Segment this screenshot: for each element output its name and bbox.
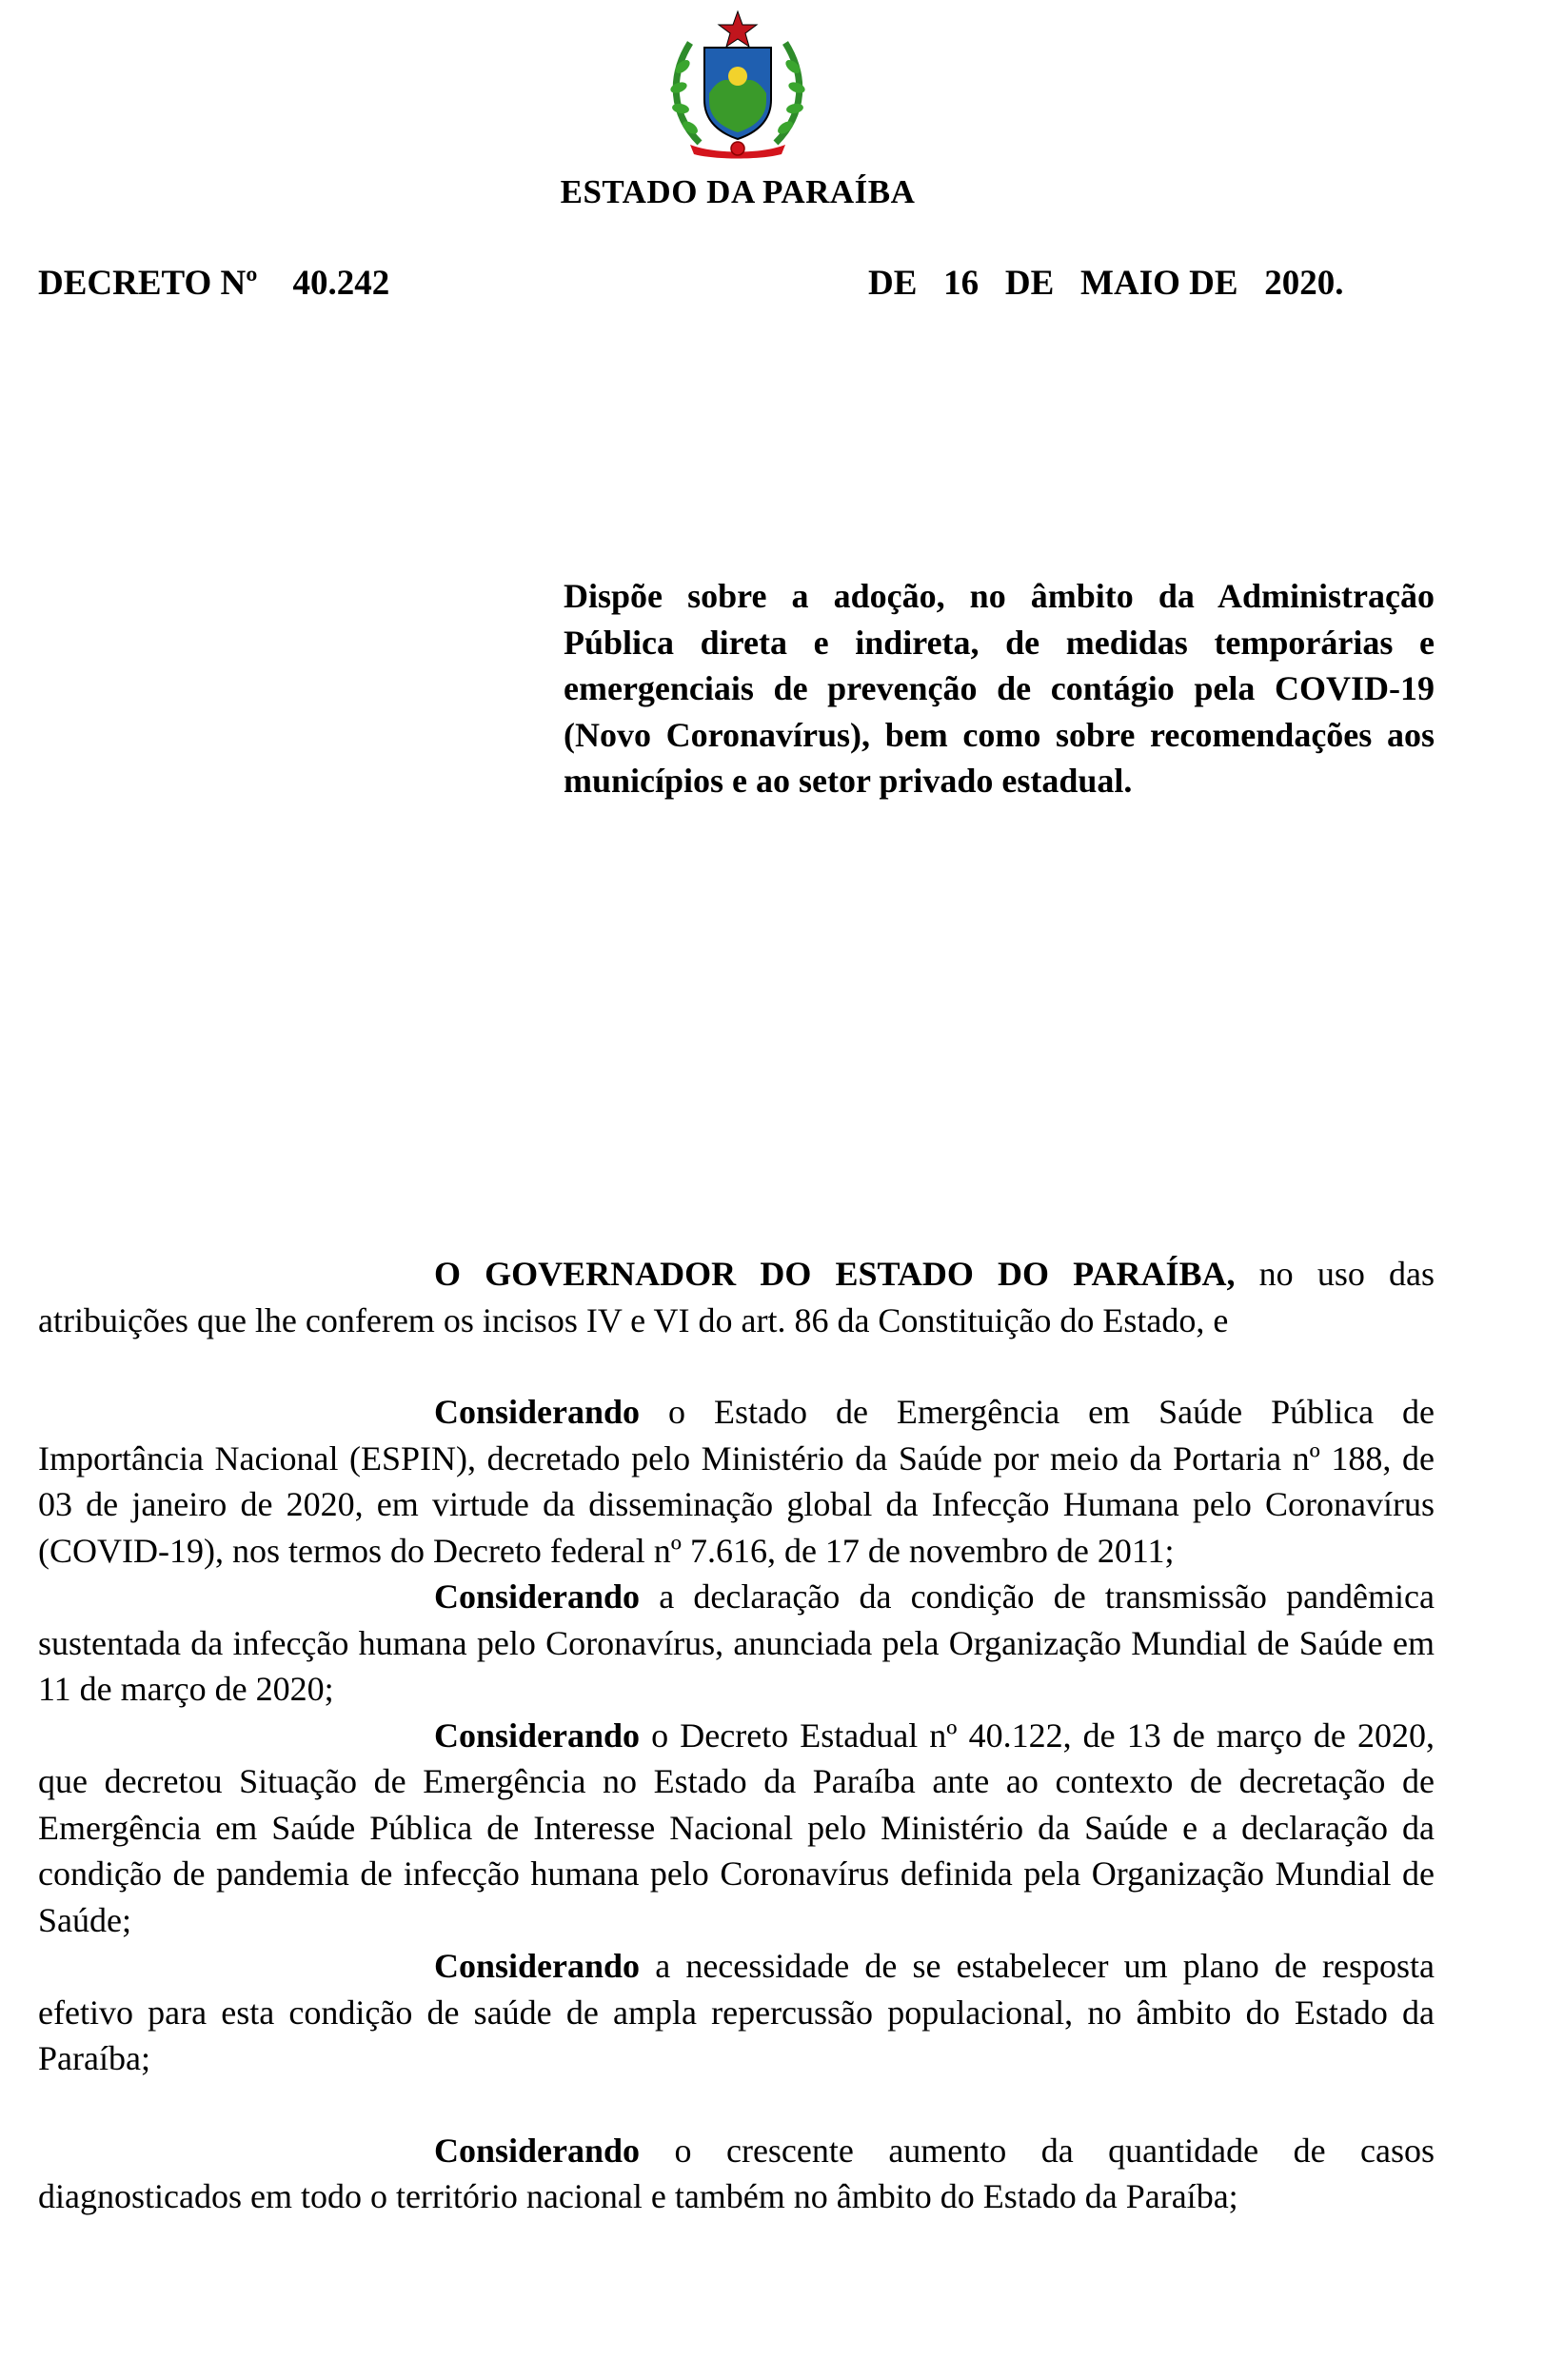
governor-authority: O GOVERNADOR DO ESTADO DO PARAÍBA, (434, 1255, 1236, 1293)
consideration-paragraph (38, 1943, 1435, 2082)
decree-summary: Dispõe sobre a adoção, no âmbito da Administração Pública direta e indireta, de medidas temporárias e emergenciais de prevenção de contágio pela COVID-19 (Novo Coronavírus), bem como sobre recomendações aos municípios e ao setor privado estadual. (564, 577, 1435, 800)
state-name-heading: ESTADO DA PARAÍBA (560, 173, 916, 210)
consideration-paragraph (38, 2128, 1435, 2220)
consideration-lead: Considerando (434, 1716, 641, 1755)
consideration-text: o Estado de Emergência em Saúde Pública de Importância Nacional (ESPIN), decretado pelo Ministério da Saúde por meio da Portaria nº 188, de 03 de janeiro de 2020, em virtude da disseminação global da Infecção Humana pelo Coronavírus (COVID-19), nos termos do Decreto federal nº 7.616, de 17 de novembro de 2011; (38, 1393, 1435, 1570)
consideration-lead: Considerando (434, 1577, 641, 1616)
consideration-paragraph (38, 1389, 1435, 1574)
consideration-paragraph (38, 1574, 1435, 1713)
consideration-lead: Considerando (434, 1947, 641, 1985)
consideration-lead: Considerando (434, 2131, 641, 2170)
consideration-paragraph (38, 1713, 1435, 1944)
consideration-text: a declaração da condição de transmissão pandêmica sustentada da infecção humana pelo Coronavírus, anunciada pela Organização Mundial de Saúde em 11 de março de 2020; (38, 1577, 1435, 1708)
consideration-text: o Decreto Estadual nº 40.122, de 13 de março de 2020, que decretou Situação de Emergência no Estado da Paraíba ante ao contexto de decretação de Emergência em Saúde Pública de Interesse Nacional pelo Ministério da Saúde e a declaração da condição de pandemia de infecção humana pelo Coronavírus definida pela Organização Mundial de Saúde; (38, 1716, 1435, 1939)
decree-body (38, 1251, 1435, 2220)
decree-date: DE 16 DE MAIO DE 2020. (868, 264, 1344, 303)
consideration-text: a necessidade de se estabelecer um plano de resposta efetivo para esta condição de saúde de ampla repercussão populacional, no âmbito do Estado da Paraíba; (38, 1947, 1435, 2077)
paraiba-coat-of-arms-icon (662, 10, 814, 162)
consideration-text: o crescente aumento da quantidade de casos diagnosticados em todo o território nacional e também no âmbito do Estado da Paraíba; (38, 2131, 1435, 2215)
preamble-text: no uso das atribuições que lhe conferem os incisos IV e VI do art. 86 da Constituição do Estado, e (38, 1255, 1435, 1339)
preamble-paragraph (38, 1251, 1435, 1343)
decree-number: DECRETO Nº 40.242 (38, 264, 390, 303)
consideration-lead: Considerando (434, 1393, 641, 1431)
